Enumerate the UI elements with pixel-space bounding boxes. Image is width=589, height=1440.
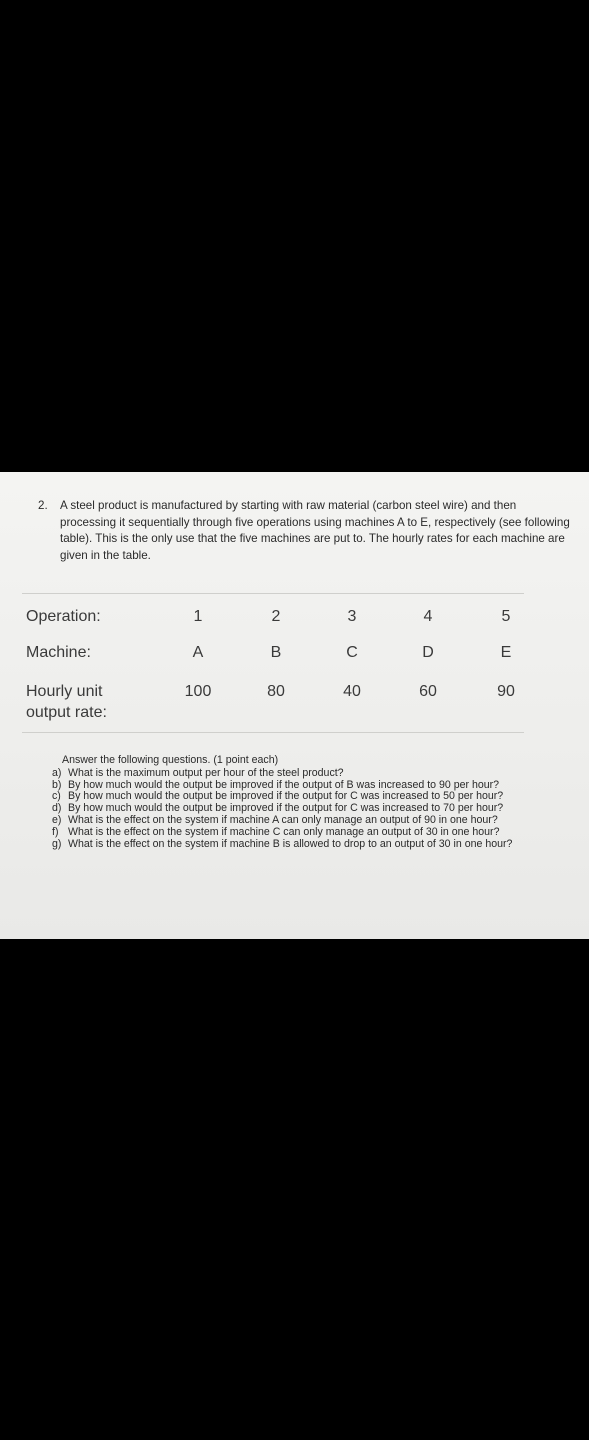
operation-cell: 5 [501,608,511,625]
item-text: By how much would the output be improved if the output for C was increased to 50 per hour? [68,790,504,803]
document-photo [0,472,589,939]
item-text: What is the effect on the system if machine C can only manage an output of 30 in one hour? [68,825,500,838]
operation-cell: 2 [271,608,281,625]
operation-row [22,606,524,628]
item-text: What is the maximum output per hour of the steel product? [68,766,344,779]
rate-label: Hourly unit output rate: [26,683,107,721]
item-text: By how much would the output be improved if the output of B was increased to 90 per hour? [68,778,500,791]
machine-row [22,642,524,664]
machine-cell: A [192,644,204,661]
list-item [52,839,552,851]
rate-cell: 60 [419,683,437,700]
machine-cell: E [500,644,512,661]
list-item [52,827,552,839]
item-letter: a) [52,766,62,779]
machine-cell: B [270,644,282,661]
rate-cell: 40 [343,683,361,700]
rate-cell: 80 [267,683,285,700]
operation-cell: 3 [347,608,357,625]
machine-rate-table [22,593,524,733]
rate-cell: 100 [184,683,212,700]
item-letter: g) [52,837,62,850]
answers-heading: Answer the following questions. (1 point each) [62,754,279,766]
list-item [52,815,552,827]
rate-cell: 90 [497,683,515,700]
item-letter: b) [52,778,62,791]
item-letter: e) [52,813,62,826]
item-text: What is the effect on the system if machine A can only manage an output of 90 in one hour? [68,813,498,826]
machine-label: Machine: [26,644,91,661]
operation-label: Operation: [26,608,101,625]
answer-section [52,754,552,850]
machine-cell: D [422,644,434,661]
item-letter: d) [52,802,62,815]
rate-row [22,681,524,721]
item-letter: c) [52,790,61,803]
machine-cell: C [346,644,358,661]
question-number: 2. [38,499,48,512]
operation-cell: 4 [423,608,433,625]
item-text: By how much would the output be improved if the output for C was increased to 70 per hour? [68,802,504,815]
question-intro [38,498,570,564]
item-text: What is the effect on the system if machine B is allowed to drop to an output of 30 in one hour? [68,837,513,850]
list-item [52,768,552,780]
question-text: A steel product is manufactured by starting with raw material (carbon steel wire) and then processing it sequentially through five operations using machines A to E, respectively (see following table). This is the only use that the five machines are put to. The hourly rates for each machine are given in the table. [60,499,570,562]
item-letter: f) [52,825,59,838]
operation-cell: 1 [193,608,203,625]
